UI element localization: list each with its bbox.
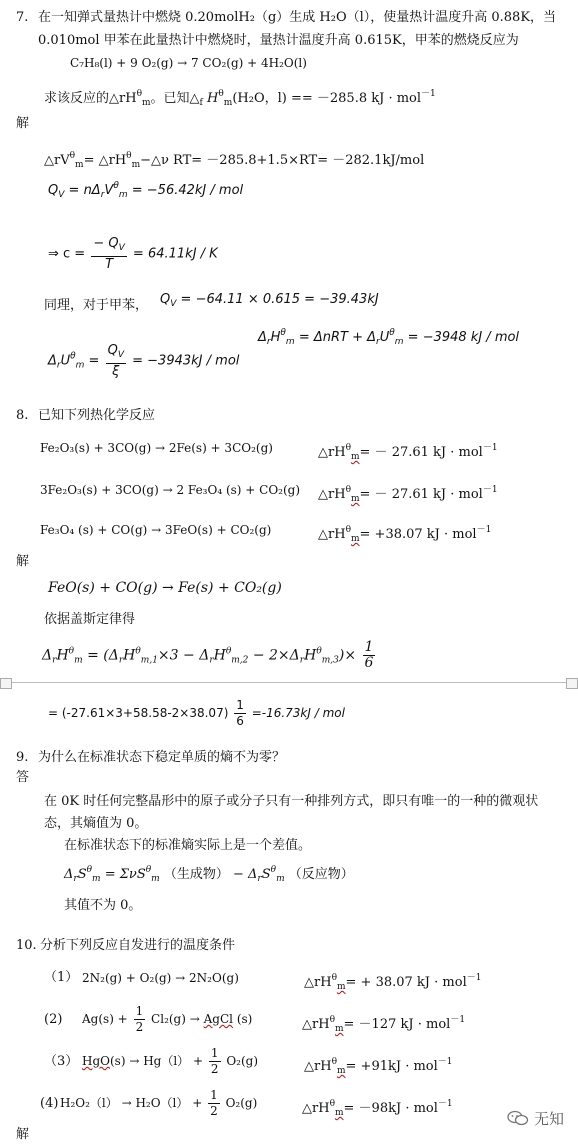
q7-step1: $\triangle rV^\theta_m=$ $\triangle rH^\theta_m-\triangle\nu$ RT= －285.8+1.5×RT= －282.1kJ/mol: [44, 151, 425, 170]
q7-step5: $\Delta_rH^\theta_m = \Delta nRT + \Delta_rU^\theta_m = -3948$ kJ / mol: [258, 328, 520, 347]
q8-title: 已知下列热化学反应: [38, 408, 156, 423]
q8-reaction3: Fe₃O₄ (s) + CO(g) → 3FeO(s) + CO₂(g): [40, 523, 272, 537]
q7-ask: 求该反应的$\triangle rH^\theta_m$。已知$\triangle_f$ $H^\theta_m(H_2O$，l) == －285.8 kJ · mol$^{-1}$: [44, 89, 436, 108]
q10-reaction3: HgO(s) → Hg（l） + $\frac{1}{2}$ O₂(g): [82, 1046, 259, 1076]
q7-number: 7.: [16, 10, 29, 25]
watermark-text: 无知: [533, 1110, 564, 1128]
q9-da: 答: [16, 770, 30, 785]
q7-line1: 在一知弹式量热计中燃烧 0.20molH₂（g）生成 H₂O（l），使量热计温度升高 0.88K，当: [38, 10, 557, 25]
q8-hess-equation: $\Delta_rH^\theta_m = (\Delta_rH^\theta_{m,1}\times 3 - \Delta_rH^\theta_{m,2} - 2\times\Delta_rH^\theta_{m,3})\times$ $\frac{1}{6}$: [42, 639, 374, 671]
page-break-right-cap: [566, 678, 578, 689]
watermark: [507, 1108, 564, 1129]
q10-reaction3-dh: $\triangle rH^\theta_m= +91kJ \cdot mol^{-1}$: [304, 1057, 453, 1076]
q7-step4: $Q_V = -64.11 \times 0.615 = -39.43kJ$: [160, 292, 379, 309]
q7-equation: C₇H₈(l) + 9 O₂(g) → 7 CO₂(g) + 4H₂O(l): [70, 56, 307, 70]
q9-number: 9.: [16, 750, 29, 765]
q10-number: 10.: [16, 938, 37, 953]
q7-step2: $Q_V = n\Delta_rV^\theta_m = -56.42kJ$ / mol: [48, 181, 244, 200]
page-break-line: [12, 682, 566, 683]
q8-reaction2: 3Fe₂O₃(s) + 3CO(g) → 2 Fe₃O₄ (s) + CO₂(g): [40, 483, 301, 497]
page-break: [0, 676, 578, 690]
q9-para5: 其值不为 0。: [64, 898, 142, 913]
q9-entropy-eq: $\Delta_rS^\theta_m = \Sigma\nu S^\theta_m$ （生成物） − $\Delta_rS^\theta_m$ （反应物）: [64, 865, 354, 884]
page-break-left-cap: [0, 678, 12, 689]
q8-calc: = (-27.61×3+58.58-2×38.07) $\frac{1}{6}$ =-16.73kJ / mol: [48, 698, 345, 728]
wechat-logo-icon: [507, 1110, 529, 1126]
q8-target: FeO(s) + CO(g) → Fe(s) + CO₂(g): [48, 580, 282, 596]
q8-jie: 解: [16, 554, 30, 569]
q10-r4-no: (4): [40, 1096, 59, 1111]
q10-r1-no: （1）: [44, 970, 79, 985]
q8-hess-label: 依据盖斯定律得: [44, 612, 136, 627]
q8-number: 8.: [16, 408, 29, 423]
q9-para1: 在 0K 时任何完整晶形中的原子或分子只有一种排列方式，即只有唯一的一种的微观状: [44, 794, 539, 809]
q7-line2: 0.010mol 甲苯在此量热计中燃烧时，量热计温度升高 0.615K，甲苯的燃烧反应为: [38, 33, 519, 48]
q10-reaction2-dh: $\triangle rH^\theta_m= -127$ kJ · mol$^{-1}$: [302, 1015, 466, 1034]
q7-step3: ⇒ c = $\frac{- Q_V}{T}$ = 64.11kJ / K: [48, 236, 218, 272]
q10-reaction1-dh: $\triangle rH^\theta_m= + 38.07$ kJ · mol$^{-1}$: [304, 973, 482, 992]
q8-reaction1-dh: $\triangle rH^\theta_m= - 27.61$ kJ · mol$^{-1}$: [318, 443, 498, 462]
q7-step6: $\Delta_rU^\theta_m$ = $\frac{Q_V}{\xi}$ = −3943kJ / mol: [48, 343, 240, 379]
q7-same-for: 同理，对于甲苯，: [44, 298, 149, 313]
q9-para2: 态，其熵值为 0。: [44, 816, 148, 831]
q10-jie: 解: [16, 1127, 30, 1142]
q9-para3: 在标准状态下的标准熵实际上是一个差值。: [64, 838, 312, 853]
q8-reaction3-dh: $\triangle rH^\theta_m= +38.07$ kJ · mol$^{-1}$: [318, 525, 492, 544]
q10-reaction4-dh: $\triangle rH^\theta_m= -98kJ \cdot mol^{-1}$: [302, 1099, 453, 1118]
q8-reaction1: Fe₂O₃(s) + 3CO(g) → 2Fe(s) + 3CO₂(g): [40, 441, 273, 455]
q9-title: 为什么在标准状态下稳定单质的熵不为零？: [38, 750, 286, 765]
q10-r3-no: （3）: [44, 1054, 79, 1069]
q10-reaction4: H₂O₂（l） → H₂O（l） + $\frac{1}{2}$ O₂(g): [60, 1088, 258, 1118]
q10-title: 分析下列反应自发进行的温度条件: [40, 938, 236, 953]
q7-jie: 解: [16, 116, 30, 131]
q10-reaction1: 2N₂(g) + O₂(g) → 2N₂O(g): [82, 971, 239, 985]
q10-r2-no: (2): [44, 1012, 63, 1027]
q8-reaction2-dh: $\triangle rH^\theta_m= - 27.61$ kJ · mol$^{-1}$: [318, 485, 498, 504]
q10-reaction2: Ag(s) + $\frac{1}{2}$ Cl₂(g) → AgCl (s): [82, 1004, 253, 1034]
